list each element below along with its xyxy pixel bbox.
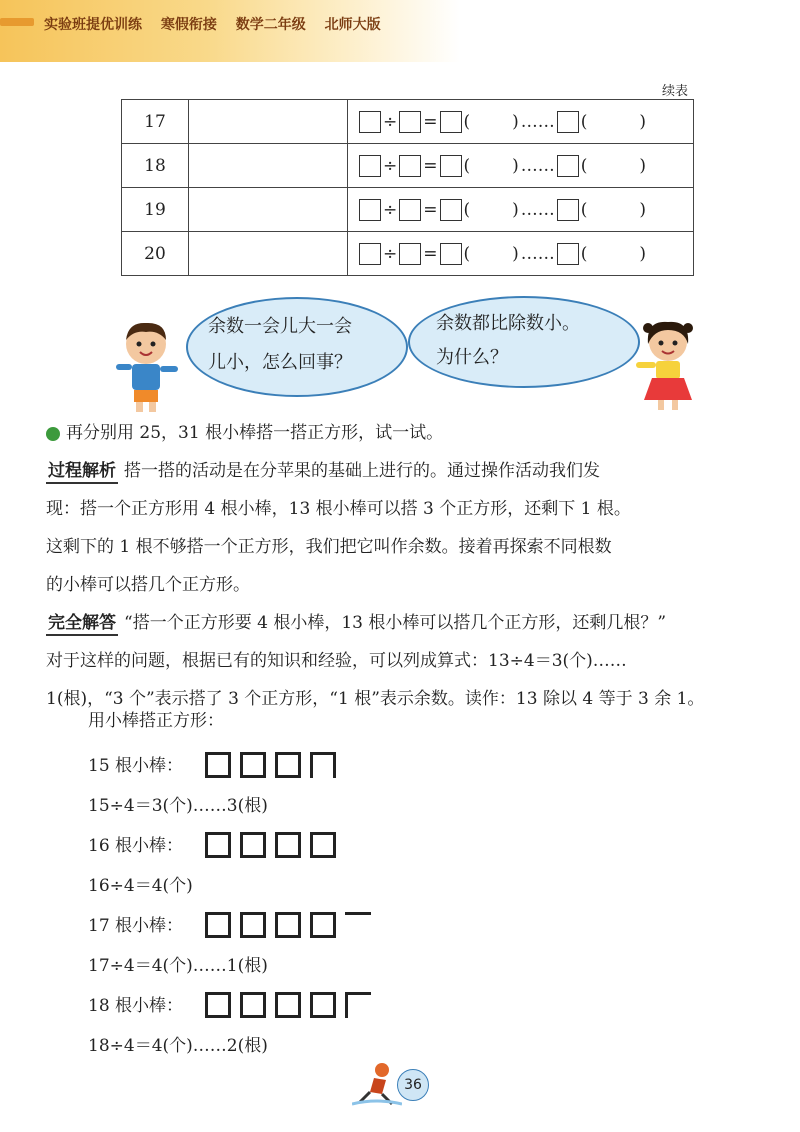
equation-cell xyxy=(348,144,694,188)
open-paren: ( xyxy=(580,111,588,132)
remainder-dots: …… xyxy=(520,111,555,132)
stick-square xyxy=(205,752,231,778)
open-paren: ( xyxy=(463,155,471,176)
open-paren: ( xyxy=(463,199,471,220)
remainder-dots: …… xyxy=(520,243,555,264)
equals-sign: = xyxy=(423,199,438,220)
table-row xyxy=(122,144,694,188)
equation-cell xyxy=(348,188,694,232)
solution-text: “搭一个正方形要 4 根小棒，13 根小棒可以搭几个正方形，还剩几根？” xyxy=(124,613,667,633)
divide-sign: ÷ xyxy=(383,155,398,176)
leftover-stick xyxy=(345,992,371,995)
quotient-box[interactable] xyxy=(440,199,462,221)
solution-intro: 用小棒搭正方形： xyxy=(88,711,224,731)
leftover-stick xyxy=(345,912,371,915)
girl-line-1: 余数都比除数小。 xyxy=(436,313,580,334)
example-label: 15 根小棒： xyxy=(88,756,184,776)
stick-square xyxy=(205,912,231,938)
close-paren: ) xyxy=(512,199,519,220)
stick-square xyxy=(240,912,266,938)
table-row xyxy=(122,100,694,144)
boy-line-2: 儿小，怎么回事？ xyxy=(208,352,352,373)
answer-table xyxy=(121,99,694,276)
remainder-box[interactable] xyxy=(557,199,579,221)
example-label: 18 根小棒： xyxy=(88,996,184,1016)
solution-tag: 完全解答 xyxy=(46,612,118,636)
remainder-box[interactable] xyxy=(557,155,579,177)
remainder-box[interactable] xyxy=(557,111,579,133)
dividend-box[interactable] xyxy=(359,243,381,265)
girl-illustration xyxy=(630,316,702,412)
dividend-box[interactable] xyxy=(359,111,381,133)
girl-speech-bubble xyxy=(408,296,640,388)
example-equation: 15÷4＝3(个)……3(根) xyxy=(88,796,268,816)
stick-square xyxy=(240,992,266,1018)
solution-line-3: 1(根)，“3 个”表示搭了 3 个正方形，“1 根”表示余数。读作：13 除以 4 等于 3 余 1。 xyxy=(46,689,705,709)
stick-square xyxy=(205,832,231,858)
section-title: 寒假衔接 xyxy=(160,17,217,33)
row-number: 19 xyxy=(122,188,189,232)
stick-square xyxy=(275,752,301,778)
open-paren: ( xyxy=(580,199,588,220)
header-title xyxy=(44,14,395,34)
stick-square xyxy=(310,832,336,858)
analysis-line-1 xyxy=(46,452,600,490)
boy-line-1: 余数一会儿大一会 xyxy=(208,316,352,337)
subject-title: 数学二年级 xyxy=(235,17,306,33)
stick-square xyxy=(275,992,301,1018)
close-paren: ) xyxy=(512,111,519,132)
series-title: 实验班提优训练 xyxy=(44,17,142,33)
stick-square xyxy=(240,832,266,858)
dividend-box[interactable] xyxy=(359,155,381,177)
close-paren: ) xyxy=(512,243,519,264)
divisor-box[interactable] xyxy=(399,243,421,265)
stick-square xyxy=(240,752,266,778)
drawing-cell[interactable] xyxy=(189,232,348,276)
equation-cell xyxy=(348,100,694,144)
analysis-tag: 过程解析 xyxy=(46,460,118,484)
close-paren: ) xyxy=(639,199,647,220)
remainder-dots: …… xyxy=(520,155,555,176)
example-label: 17 根小棒： xyxy=(88,916,184,936)
stick-square xyxy=(275,912,301,938)
task-text: 再分别用 25，31 根小棒搭一搭正方形，试一试。 xyxy=(66,423,444,443)
task-line xyxy=(46,414,443,452)
stick-square xyxy=(205,992,231,1018)
page-header xyxy=(0,0,460,62)
drawing-cell[interactable] xyxy=(189,188,348,232)
divide-sign: ÷ xyxy=(383,111,398,132)
quotient-box[interactable] xyxy=(440,111,462,133)
analysis-line-2: 现：搭一个正方形用 4 根小棒，13 根小棒可以搭 3 个正方形，还剩下 1 根。 xyxy=(46,499,631,519)
divide-sign: ÷ xyxy=(383,243,398,264)
equals-sign: = xyxy=(423,243,438,264)
table-row xyxy=(122,232,694,276)
bullet-dot-icon xyxy=(46,427,60,441)
header-accent-bar xyxy=(0,18,34,26)
row-number: 18 xyxy=(122,144,189,188)
divisor-box[interactable] xyxy=(399,155,421,177)
open-paren: ( xyxy=(463,243,471,264)
open-paren: ( xyxy=(580,243,588,264)
drawing-cell[interactable] xyxy=(189,100,348,144)
row-number: 17 xyxy=(122,100,189,144)
leftover-stick xyxy=(333,752,336,778)
remainder-dots: …… xyxy=(520,199,555,220)
stick-square xyxy=(275,832,301,858)
girl-line-2: 为什么？ xyxy=(436,347,508,368)
boy-speech-bubble xyxy=(186,297,408,397)
analysis-text: 搭一搭的活动是在分苹果的基础上进行的。通过操作活动我们发 xyxy=(124,461,600,481)
edition-title: 北师大版 xyxy=(324,17,381,33)
divide-sign: ÷ xyxy=(383,199,398,220)
row-number: 20 xyxy=(122,232,189,276)
quotient-box[interactable] xyxy=(440,155,462,177)
close-paren: ) xyxy=(512,155,519,176)
close-paren: ) xyxy=(639,155,647,176)
table-row xyxy=(122,188,694,232)
solution-line-2: 对于这样的问题，根据已有的知识和经验，可以列成算式：13÷4＝3(个)…… xyxy=(46,651,627,671)
analysis-line-4: 的小棒可以搭几个正方形。 xyxy=(46,575,250,595)
equals-sign: = xyxy=(423,111,438,132)
dividend-box[interactable] xyxy=(359,199,381,221)
leftover-stick xyxy=(310,752,313,778)
remainder-box[interactable] xyxy=(557,243,579,265)
boy-illustration xyxy=(108,318,184,414)
equation-cell xyxy=(348,232,694,276)
analysis-line-3: 这剩下的 1 根不够搭一个正方形，我们把它叫作余数。接着再探索不同根数 xyxy=(46,537,612,557)
page-number: 36 xyxy=(397,1069,429,1101)
equals-sign: = xyxy=(423,155,438,176)
running-kid-icon xyxy=(352,1058,402,1108)
stick-square xyxy=(310,912,336,938)
example-equation: 18÷4＝4(个)……2(根) xyxy=(88,1036,268,1056)
open-paren: ( xyxy=(580,155,588,176)
drawing-cell[interactable] xyxy=(189,144,348,188)
example-equation: 17÷4＝4(个)……1(根) xyxy=(88,956,268,976)
stick-square xyxy=(310,992,336,1018)
close-paren: ) xyxy=(639,111,647,132)
divisor-box[interactable] xyxy=(399,199,421,221)
close-paren: ) xyxy=(639,243,647,264)
example-label: 16 根小棒： xyxy=(88,836,184,856)
example-equation: 16÷4＝4(个) xyxy=(88,876,193,896)
quotient-box[interactable] xyxy=(440,243,462,265)
open-paren: ( xyxy=(463,111,471,132)
leftover-stick xyxy=(345,992,348,1018)
divisor-box[interactable] xyxy=(399,111,421,133)
continued-label: 续表 xyxy=(662,84,689,99)
solution-line-1 xyxy=(46,604,666,642)
